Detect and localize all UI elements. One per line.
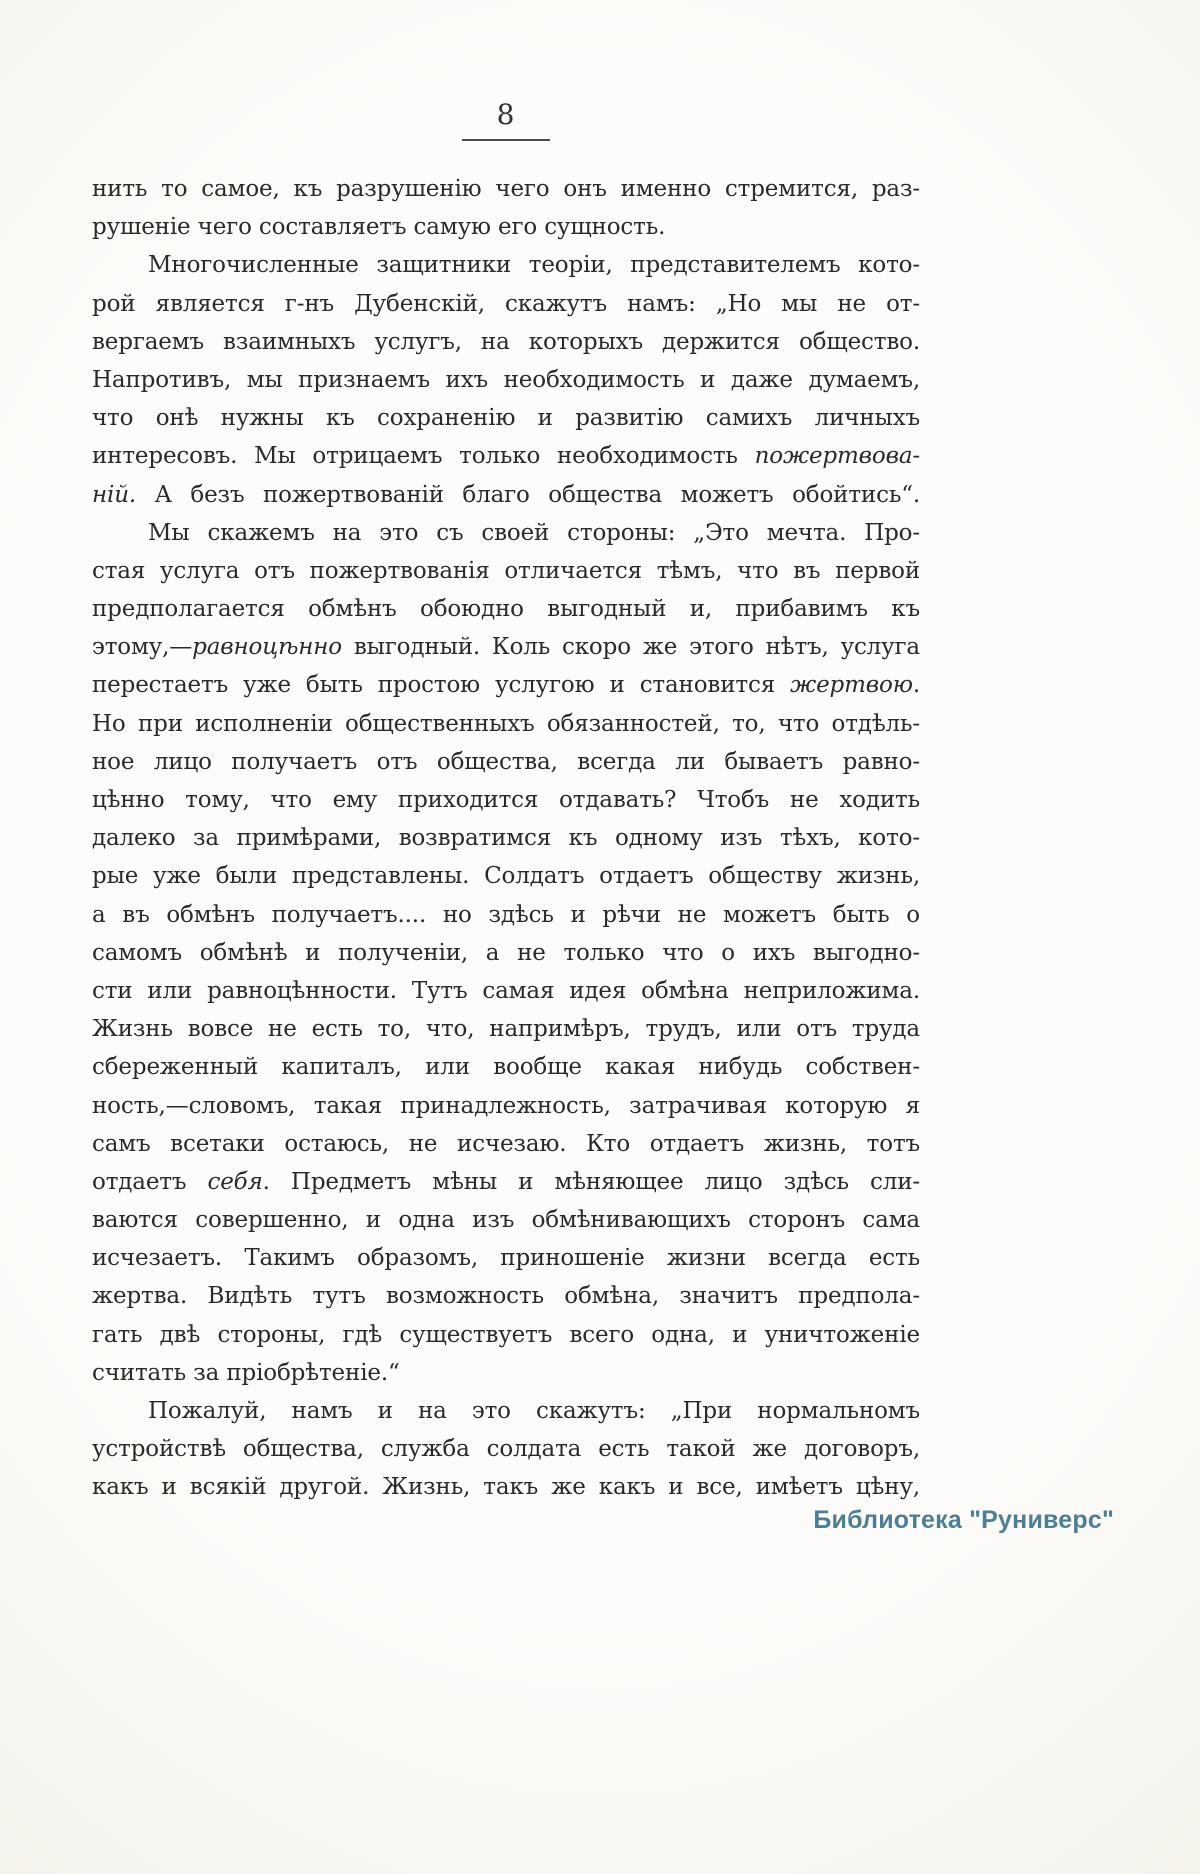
- text-line: [92, 361, 920, 399]
- italic-text-segment: пожертвова-: [754, 443, 920, 470]
- text-segment: Но при исполненіи общественныхъ обязанностей, то, что отдѣль-: [92, 710, 920, 737]
- text-segment: А безъ пожертвованій благо общества можетъ обойтись“.: [136, 481, 920, 508]
- text-line: [92, 1354, 920, 1392]
- text-segment: рой является г-нъ Дубенскій, скажутъ намъ: „Но мы не от-: [92, 290, 920, 317]
- text-segment: предполагается обмѣнъ обоюдно выгодный и, прибавимъ къ: [92, 596, 920, 623]
- text-line: [92, 1163, 920, 1201]
- text-line: [92, 857, 920, 895]
- text-segment: Жизнь вовсе не есть то, что, напримѣръ, трудъ, или отъ труда: [92, 1016, 920, 1043]
- text-segment: сбереженный капиталъ, или вообще какая нибудь собствен-: [92, 1054, 920, 1081]
- text-line: [92, 1392, 920, 1430]
- text-line: [92, 1125, 920, 1163]
- text-line: [92, 170, 920, 208]
- text-line: [92, 781, 920, 819]
- library-watermark: Библиотека "Руниверс": [813, 1506, 1114, 1534]
- text-block: [92, 170, 920, 1507]
- text-segment: сти или равноцѣнности. Тутъ самая идея обмѣна неприложима.: [92, 977, 920, 1004]
- text-line: [92, 1468, 920, 1506]
- text-line: [92, 1316, 920, 1354]
- text-segment: какъ и всякій другой. Жизнь, такъ же какъ и все, имѣетъ цѣну,: [92, 1474, 920, 1501]
- page-header: [92, 98, 920, 141]
- text-line: [92, 896, 920, 934]
- text-segment: Пожалуй, намъ и на это скажутъ: „При нормальномъ: [148, 1398, 920, 1424]
- page-number-rule: [462, 139, 550, 141]
- text-segment: гать двѣ стороны, гдѣ существуетъ всего одна, и уничтоженіе: [92, 1321, 920, 1348]
- page-number: 8: [496, 98, 516, 131]
- text-segment: Мы скажемъ на это съ своей стороны: „Это мечта. Про-: [148, 519, 920, 546]
- text-segment: самъ всетаки остаюсь, не исчезаю. Кто отдаетъ жизнь, тотъ: [92, 1130, 920, 1157]
- text-segment: а въ обмѣнъ получаетъ.... но здѣсь и рѣчи не можетъ быть о: [92, 901, 920, 928]
- text-segment: стая услуга отъ пожертвованія отличается тѣмъ, что въ первой: [92, 557, 920, 584]
- text-line: [92, 1201, 920, 1239]
- text-line: [92, 399, 920, 437]
- text-line: [92, 208, 920, 246]
- text-line: [92, 819, 920, 857]
- text-line: [92, 1239, 920, 1277]
- text-line: [92, 628, 920, 666]
- text-segment: перестаетъ уже быть простою услугою и становится: [92, 672, 791, 699]
- text-line: [92, 323, 920, 361]
- text-line: [92, 514, 920, 552]
- text-segment: .: [912, 672, 920, 699]
- italic-text-segment: себя: [207, 1168, 263, 1195]
- text-line: [92, 1048, 920, 1086]
- text-line: [92, 934, 920, 972]
- text-line: [92, 743, 920, 781]
- text-segment: ное лицо получаетъ отъ общества, всегда ли бываетъ равно-: [92, 748, 920, 775]
- text-line: [92, 552, 920, 590]
- text-segment: что онѣ нужны къ сохраненію и развитію самихъ личныхъ: [92, 405, 920, 432]
- text-segment: вергаемъ взаимныхъ услугъ, на которыхъ держится общество.: [92, 328, 920, 355]
- text-line: [92, 1010, 920, 1048]
- text-line: [92, 666, 920, 704]
- text-segment: интересовъ. Мы отрицаемъ только необходимость: [92, 443, 755, 470]
- text-segment: жертва. Видѣть тутъ возможность обмѣна, значитъ предпола-: [92, 1283, 920, 1310]
- text-segment: далеко за примѣрами, возвратимся къ одному изъ тѣхъ, кото-: [92, 825, 920, 852]
- text-segment: Многочисленные защитники теоріи, представителемъ кото-: [148, 252, 920, 279]
- text-line: [92, 1430, 920, 1468]
- italic-text-segment: равноцѣнно: [192, 634, 342, 661]
- text-line: [92, 437, 920, 475]
- text-segment: ность,—словомъ, такая принадлежность, затрачивая которую я: [92, 1092, 920, 1119]
- text-segment: самомъ обмѣнѣ и полученіи, а не только что о ихъ выгодно-: [92, 939, 920, 966]
- text-segment: Напротивъ, мы признаемъ ихъ необходимость и даже думаемъ,: [92, 366, 920, 393]
- text-line: [92, 1277, 920, 1315]
- text-segment: нить то самое, къ разрушенію чего онъ именно стремится, раз-: [92, 176, 920, 202]
- text-segment: рые уже были представлены. Солдатъ отдаетъ обществу жизнь,: [92, 863, 920, 890]
- text-segment: этому,—: [92, 634, 193, 661]
- text-line: [92, 590, 920, 628]
- italic-text-segment: жертвою: [790, 672, 913, 699]
- text-line: [92, 1087, 920, 1125]
- text-segment: считать за пріобрѣтеніе.“: [92, 1359, 400, 1386]
- text-line: [92, 972, 920, 1010]
- text-segment: рушеніе чего составляетъ самую его сущность.: [92, 214, 666, 241]
- text-segment: отдаетъ: [92, 1168, 208, 1195]
- italic-text-segment: ній.: [92, 481, 137, 508]
- text-line: [92, 285, 920, 323]
- text-segment: цѣнно тому, что ему приходится отдавать? Чтобъ не ходить: [92, 787, 920, 813]
- text-segment: исчезаетъ. Такимъ образомъ, приношеніе жизни всегда есть: [92, 1245, 920, 1272]
- text-segment: устройствѣ общества, служба солдата есть такой же договоръ,: [92, 1436, 920, 1463]
- text-segment: выгодный. Коль скоро же этого нѣтъ, услуга: [341, 634, 920, 661]
- text-line: [92, 705, 920, 743]
- text-segment: ваются совершенно, и одна изъ обмѣнивающихъ сторонъ сама: [92, 1207, 920, 1234]
- text-line: [92, 246, 920, 284]
- text-segment: . Предметъ мѣны и мѣняющее лицо здѣсь сли-: [262, 1168, 920, 1195]
- text-line: [92, 476, 920, 514]
